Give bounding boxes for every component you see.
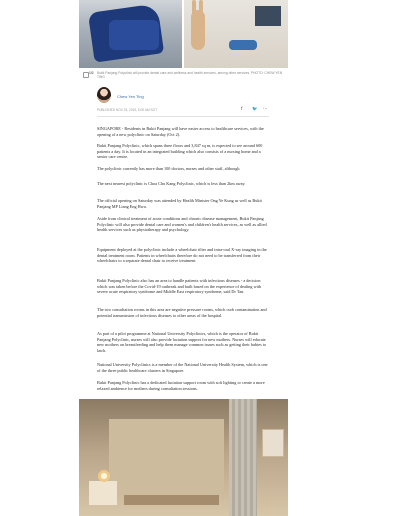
gallery-count: 1/2	[89, 71, 94, 75]
author-byline	[97, 85, 267, 105]
article-paragraph: National University Polyclinics is a member of the National University Health System, which is one of the three public healthcare clusters in Singapore.	[97, 362, 268, 373]
article-meta	[97, 107, 269, 115]
bench-shape	[124, 495, 219, 505]
photo-divider	[182, 0, 184, 68]
article-paragraph: The official opening on Saturday was attended by Health Minister Ong Ye Kung as well as Bukit Panjang MP Liang Eng Hwa.	[97, 198, 262, 209]
article-paragraph: Aside from clinical treatment of acute conditions and chronic disease management, Bukit Panjang Polyclinic will also provide dental care and women's and children's health services, as well as allied health services such as physiotherapy and psychology.	[97, 216, 267, 233]
caption-text: Bukit Panjang Polyclinic will provide dental care and wellness and health services, among other services. PHOTO: CHEW YEN TING	[97, 71, 283, 80]
published-date: PUBLISHED NOV 23, 2019, 5:00 AM SGT	[97, 108, 158, 112]
room-wall-shape	[109, 419, 224, 494]
article-paragraph: Equipment deployed at the polyclinic include a wheelchair tilter and intra-oral X-ray imaging in the dental treatment room. Patients in wheelchairs therefore do not need to be transferred from their wheelchairs to a separate dental chair to receive treatment.	[97, 247, 267, 264]
meta-divider	[97, 116, 269, 117]
dental-chair-seat-shape	[109, 20, 159, 50]
curtain-shape	[229, 399, 257, 516]
photo-panel-dental-room	[79, 0, 183, 68]
article-paragraph: As part of a pilot programme at National University Polyclinics, which is the operator of Bukit Panjang Polyclinic, nurses will also provide lactation support for new mothers. Nurses will educate new mothers on breastfeeding and help them manage common issues such as getting their babies to latch.	[97, 331, 267, 354]
wall-picture-shape	[262, 429, 284, 457]
lamp-shape	[97, 469, 111, 483]
author-name-link[interactable]: Chew Yen Ting	[117, 94, 144, 99]
article-paragraph: The two consultation rooms in this area are negative pressure rooms, which curb contamination and potential transmission of infectious diseases to other areas of the hospital.	[97, 307, 267, 318]
more-share-icon[interactable]: ⋯	[263, 107, 268, 112]
article-hero-image[interactable]	[79, 0, 288, 68]
article-paragraph: Bukit Panjang Polyclinic also has an area to handle patients with infectious diseases - a decision which was taken before the Covid-19 outbreak and built based on the experience of dealing with severe acute respiratory syndrome and Middle East respiratory syndrome, said Dr Tan.	[97, 278, 262, 295]
photo-caption	[83, 71, 288, 83]
article-paragraph: The next nearest polyclinic is Choa Chu Kang Polyclinic, which is less than 2km away.	[97, 181, 246, 186]
article-paragraph: Bukit Panjang Polyclinic has a dedicated lactation support room with soft lighting to create a more relaxed ambience for mothers during consultation sessions.	[97, 380, 265, 391]
facebook-share-icon[interactable]: f	[241, 107, 243, 112]
bunny-decoration	[191, 10, 205, 50]
article-paragraph: Bukit Panjang Polyclinic, which spans three floors and 3,847 sq m, is expected to see around 600 patients a day. It is located in an integrated building which also consists of a nursing home and a senior care centre.	[97, 143, 263, 160]
monitor-shape	[255, 6, 281, 26]
twitter-share-icon[interactable]: 🐦	[252, 107, 258, 112]
cabinet-shape	[89, 481, 117, 505]
author-avatar[interactable]	[97, 87, 111, 103]
lactation-room-image[interactable]	[79, 399, 288, 516]
stool-shape	[229, 40, 257, 50]
article-paragraph: SINGAPORE - Residents in Bukit Panjang will have easier access to healthcare services, with the opening of a new polyclinic on Saturday (Oct 2).	[97, 126, 264, 137]
article-paragraph: The polyclinic currently has more than 100 doctors, nurses and other staff, although	[97, 166, 240, 171]
